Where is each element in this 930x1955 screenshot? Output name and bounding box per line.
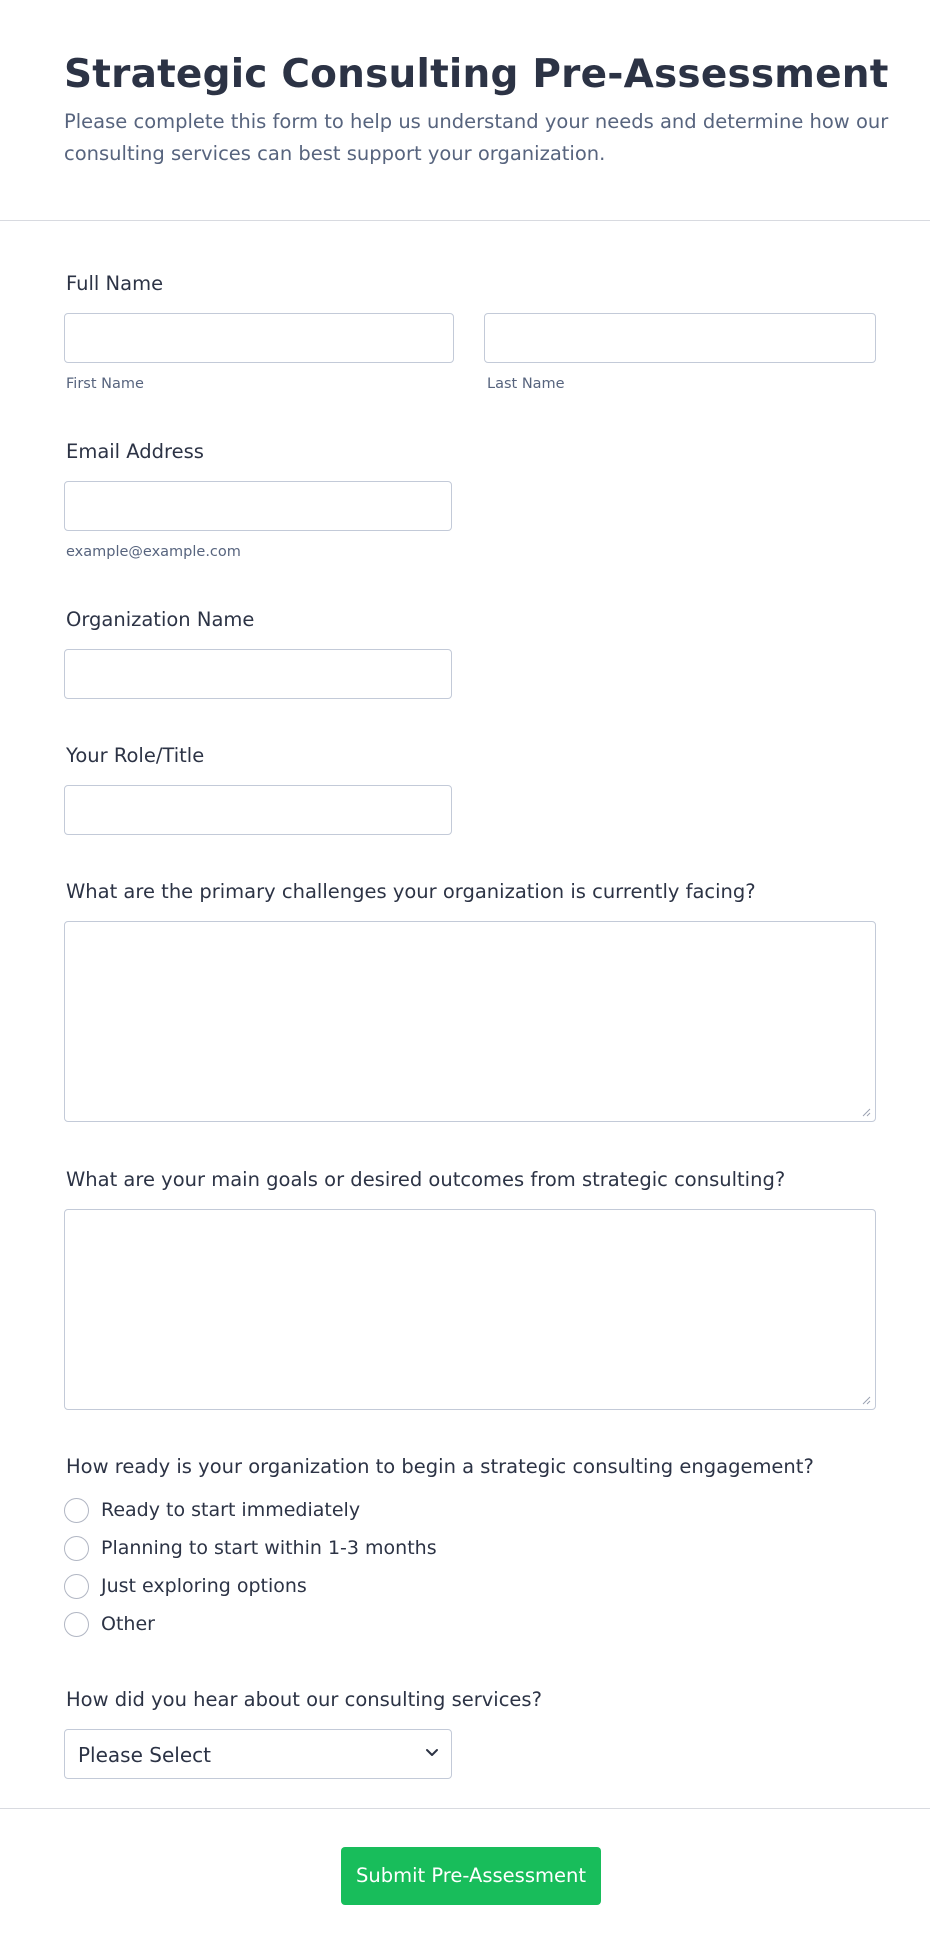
resize-grip-icon[interactable]: [862, 1108, 871, 1117]
form-header: [0, 0, 930, 221]
first-name-sublabel: First Name: [66, 376, 144, 392]
radio-button[interactable]: [64, 1498, 89, 1523]
readiness-label: How ready is your organization to begin a strategic consulting engagement?: [66, 1455, 814, 1478]
role-input[interactable]: [64, 785, 452, 835]
email-label: Email Address: [66, 440, 204, 463]
first-name-input[interactable]: [64, 313, 454, 363]
radio-button[interactable]: [64, 1574, 89, 1599]
readiness-option-1-3-months[interactable]: [64, 1535, 437, 1561]
role-label: Your Role/Title: [66, 744, 205, 767]
select-value: Please Select: [78, 1743, 211, 1767]
radio-label: Ready to start immediately: [101, 1499, 361, 1521]
last-name-sublabel: Last Name: [487, 376, 565, 392]
readiness-option-exploring[interactable]: [64, 1573, 307, 1599]
page-title: Strategic Consulting Pre-Assessment: [64, 52, 889, 97]
radio-button[interactable]: [64, 1536, 89, 1561]
referral-select[interactable]: [64, 1729, 452, 1779]
email-input[interactable]: [64, 481, 452, 531]
radio-button[interactable]: [64, 1612, 89, 1637]
referral-label: How did you hear about our consulting services?: [66, 1688, 542, 1711]
readiness-option-other[interactable]: [64, 1611, 155, 1637]
submit-button[interactable]: Submit Pre-Assessment: [341, 1847, 601, 1905]
organization-label: Organization Name: [66, 608, 255, 631]
last-name-input[interactable]: [484, 313, 876, 363]
radio-label: Just exploring options: [101, 1575, 307, 1597]
form-footer: [0, 1808, 930, 1955]
challenges-textarea[interactable]: [64, 921, 876, 1122]
radio-label: Planning to start within 1-3 months: [101, 1537, 437, 1559]
full-name-label: Full Name: [66, 272, 164, 295]
radio-label: Other: [101, 1613, 155, 1635]
chevron-down-icon: [425, 1748, 439, 1758]
goals-label: What are your main goals or desired outcomes from strategic consulting?: [66, 1168, 786, 1191]
goals-textarea[interactable]: [64, 1209, 876, 1410]
resize-grip-icon[interactable]: [862, 1396, 871, 1405]
organization-input[interactable]: [64, 649, 452, 699]
challenges-label: What are the primary challenges your organization is currently facing?: [66, 880, 756, 903]
readiness-option-immediately[interactable]: [64, 1497, 360, 1523]
email-sublabel: example@example.com: [66, 544, 241, 560]
page-subtitle: Please complete this form to help us understand your needs and determine how our consulting services can best support your organization.: [64, 110, 889, 165]
